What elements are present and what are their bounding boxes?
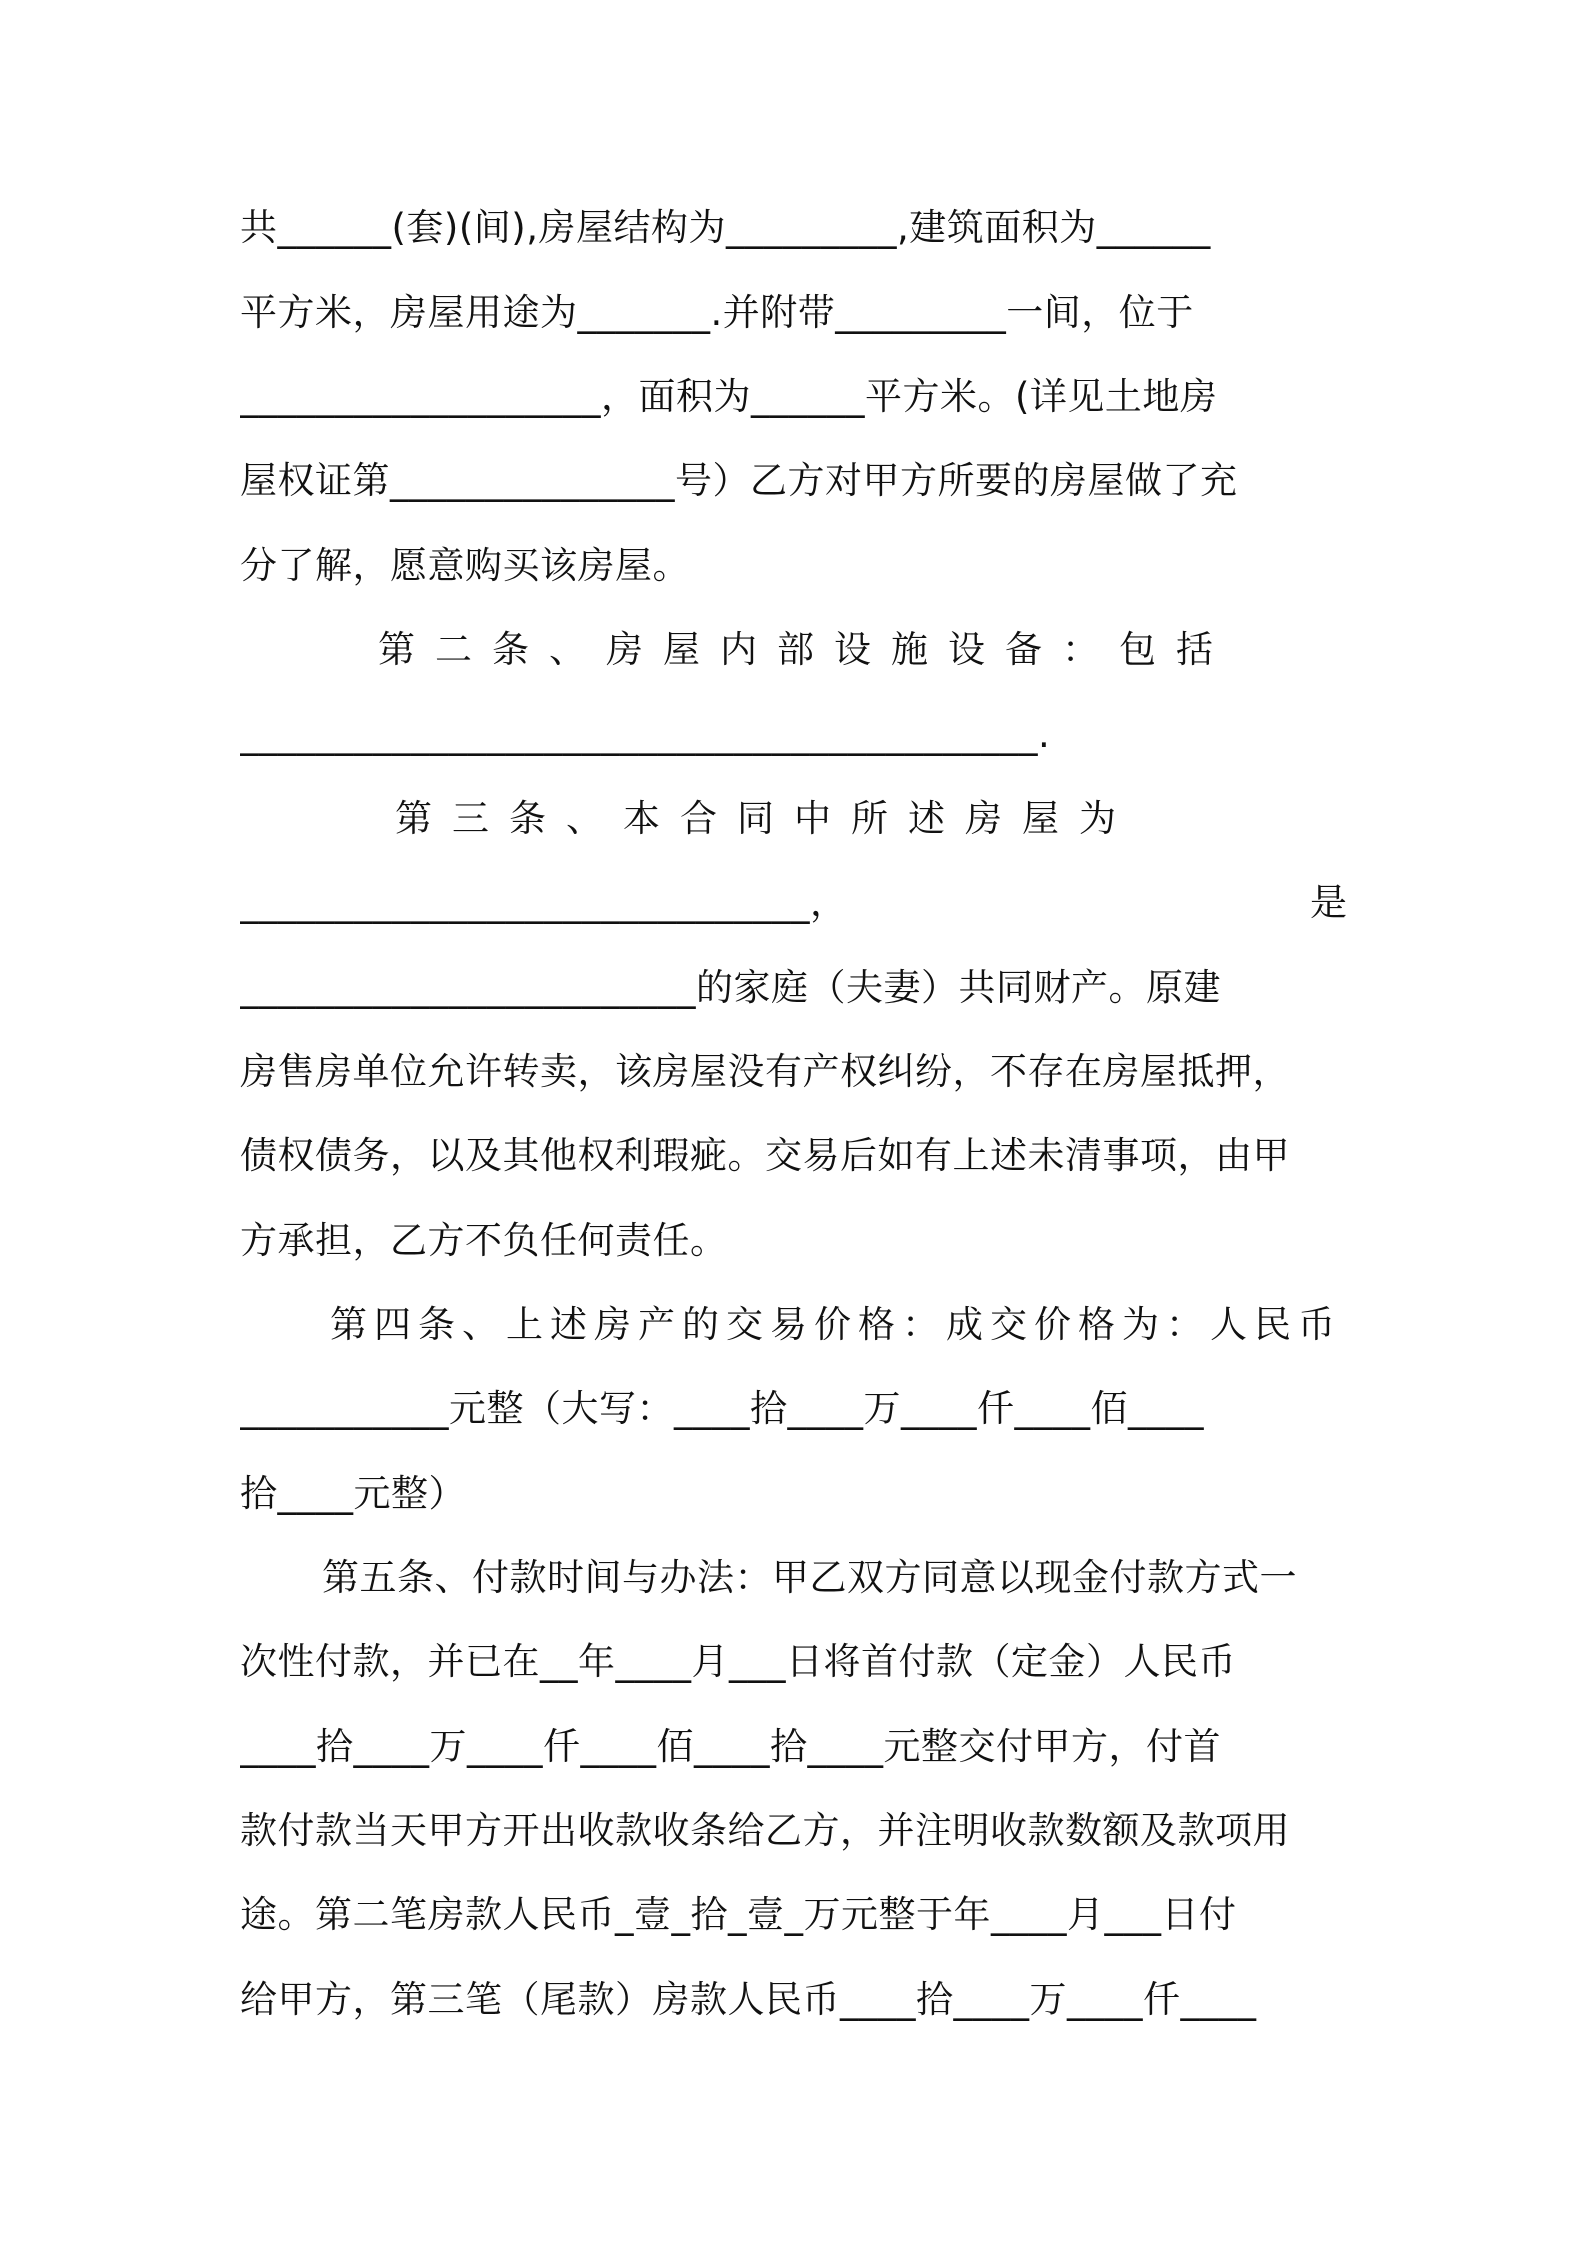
text-line-12: 债权债务，以及其他权利瑕疵。交易后如有上述未清事项，由甲 bbox=[240, 1134, 1290, 1177]
clause-5-heading: 第五条、付款时间与办法：甲乙双方同意以现金付款方式一 bbox=[322, 1556, 1297, 1599]
text-line-7: __________________________________________. bbox=[240, 713, 1051, 756]
clause-4-heading: 第四条、上述房产的交易价格：成交价格为：人民币 bbox=[330, 1303, 1342, 1346]
text-line-1: 共______(套)(间),房屋结构为_________,建筑面积为______ bbox=[240, 206, 1211, 249]
text-line-20: 款付款当天甲方开出收款收条给乙方，并注明收款数额及款项用 bbox=[240, 1809, 1290, 1852]
text-line-3: ___________________，面积为______平方米。(详见土地房 bbox=[240, 375, 1218, 418]
text-line-9-end: 是 bbox=[1310, 881, 1348, 924]
clause-2-heading: 第二条、房屋内部设施设备：包括 bbox=[378, 628, 1233, 671]
text-line-11: 房售房单位允许转卖，该房屋没有产权纠纷，不存在房屋抵押， bbox=[240, 1050, 1290, 1093]
text-line-18: 次性付款，并已在__年____月___日将首付款（定金）人民币 bbox=[240, 1640, 1236, 1683]
clause-3-heading: 第三条、本合同中所述房屋为 bbox=[395, 797, 1136, 840]
text-line-9: ______________________________， bbox=[240, 881, 848, 924]
text-line-19: ____拾____万____仟____佰____拾____元整交付甲方，付首 bbox=[240, 1725, 1221, 1768]
text-line-22: 给甲方，第三笔（尾款）房款人民币____拾____万____仟____ bbox=[240, 1978, 1257, 2021]
text-line-2: 平方米，房屋用途为_______.并附带_________一间，位于 bbox=[240, 291, 1194, 334]
text-line-16: 拾____元整） bbox=[240, 1472, 466, 1515]
text-line-4: 屋权证第_______________号）乙方对甲方所要的房屋做了充 bbox=[240, 459, 1238, 502]
text-line-15: ___________元整（大写：____拾____万____仟____佰____ bbox=[240, 1387, 1204, 1430]
text-line-10: ________________________的家庭（夫妻）共同财产。原建 bbox=[240, 966, 1221, 1009]
text-line-21: 途。第二笔房款人民币_壹_拾_壹_万元整于年____月___日付 bbox=[240, 1893, 1237, 1936]
text-line-13: 方承担，乙方不负任何责任。 bbox=[240, 1219, 728, 1262]
text-line-5: 分了解，愿意购买该房屋。 bbox=[240, 544, 690, 587]
